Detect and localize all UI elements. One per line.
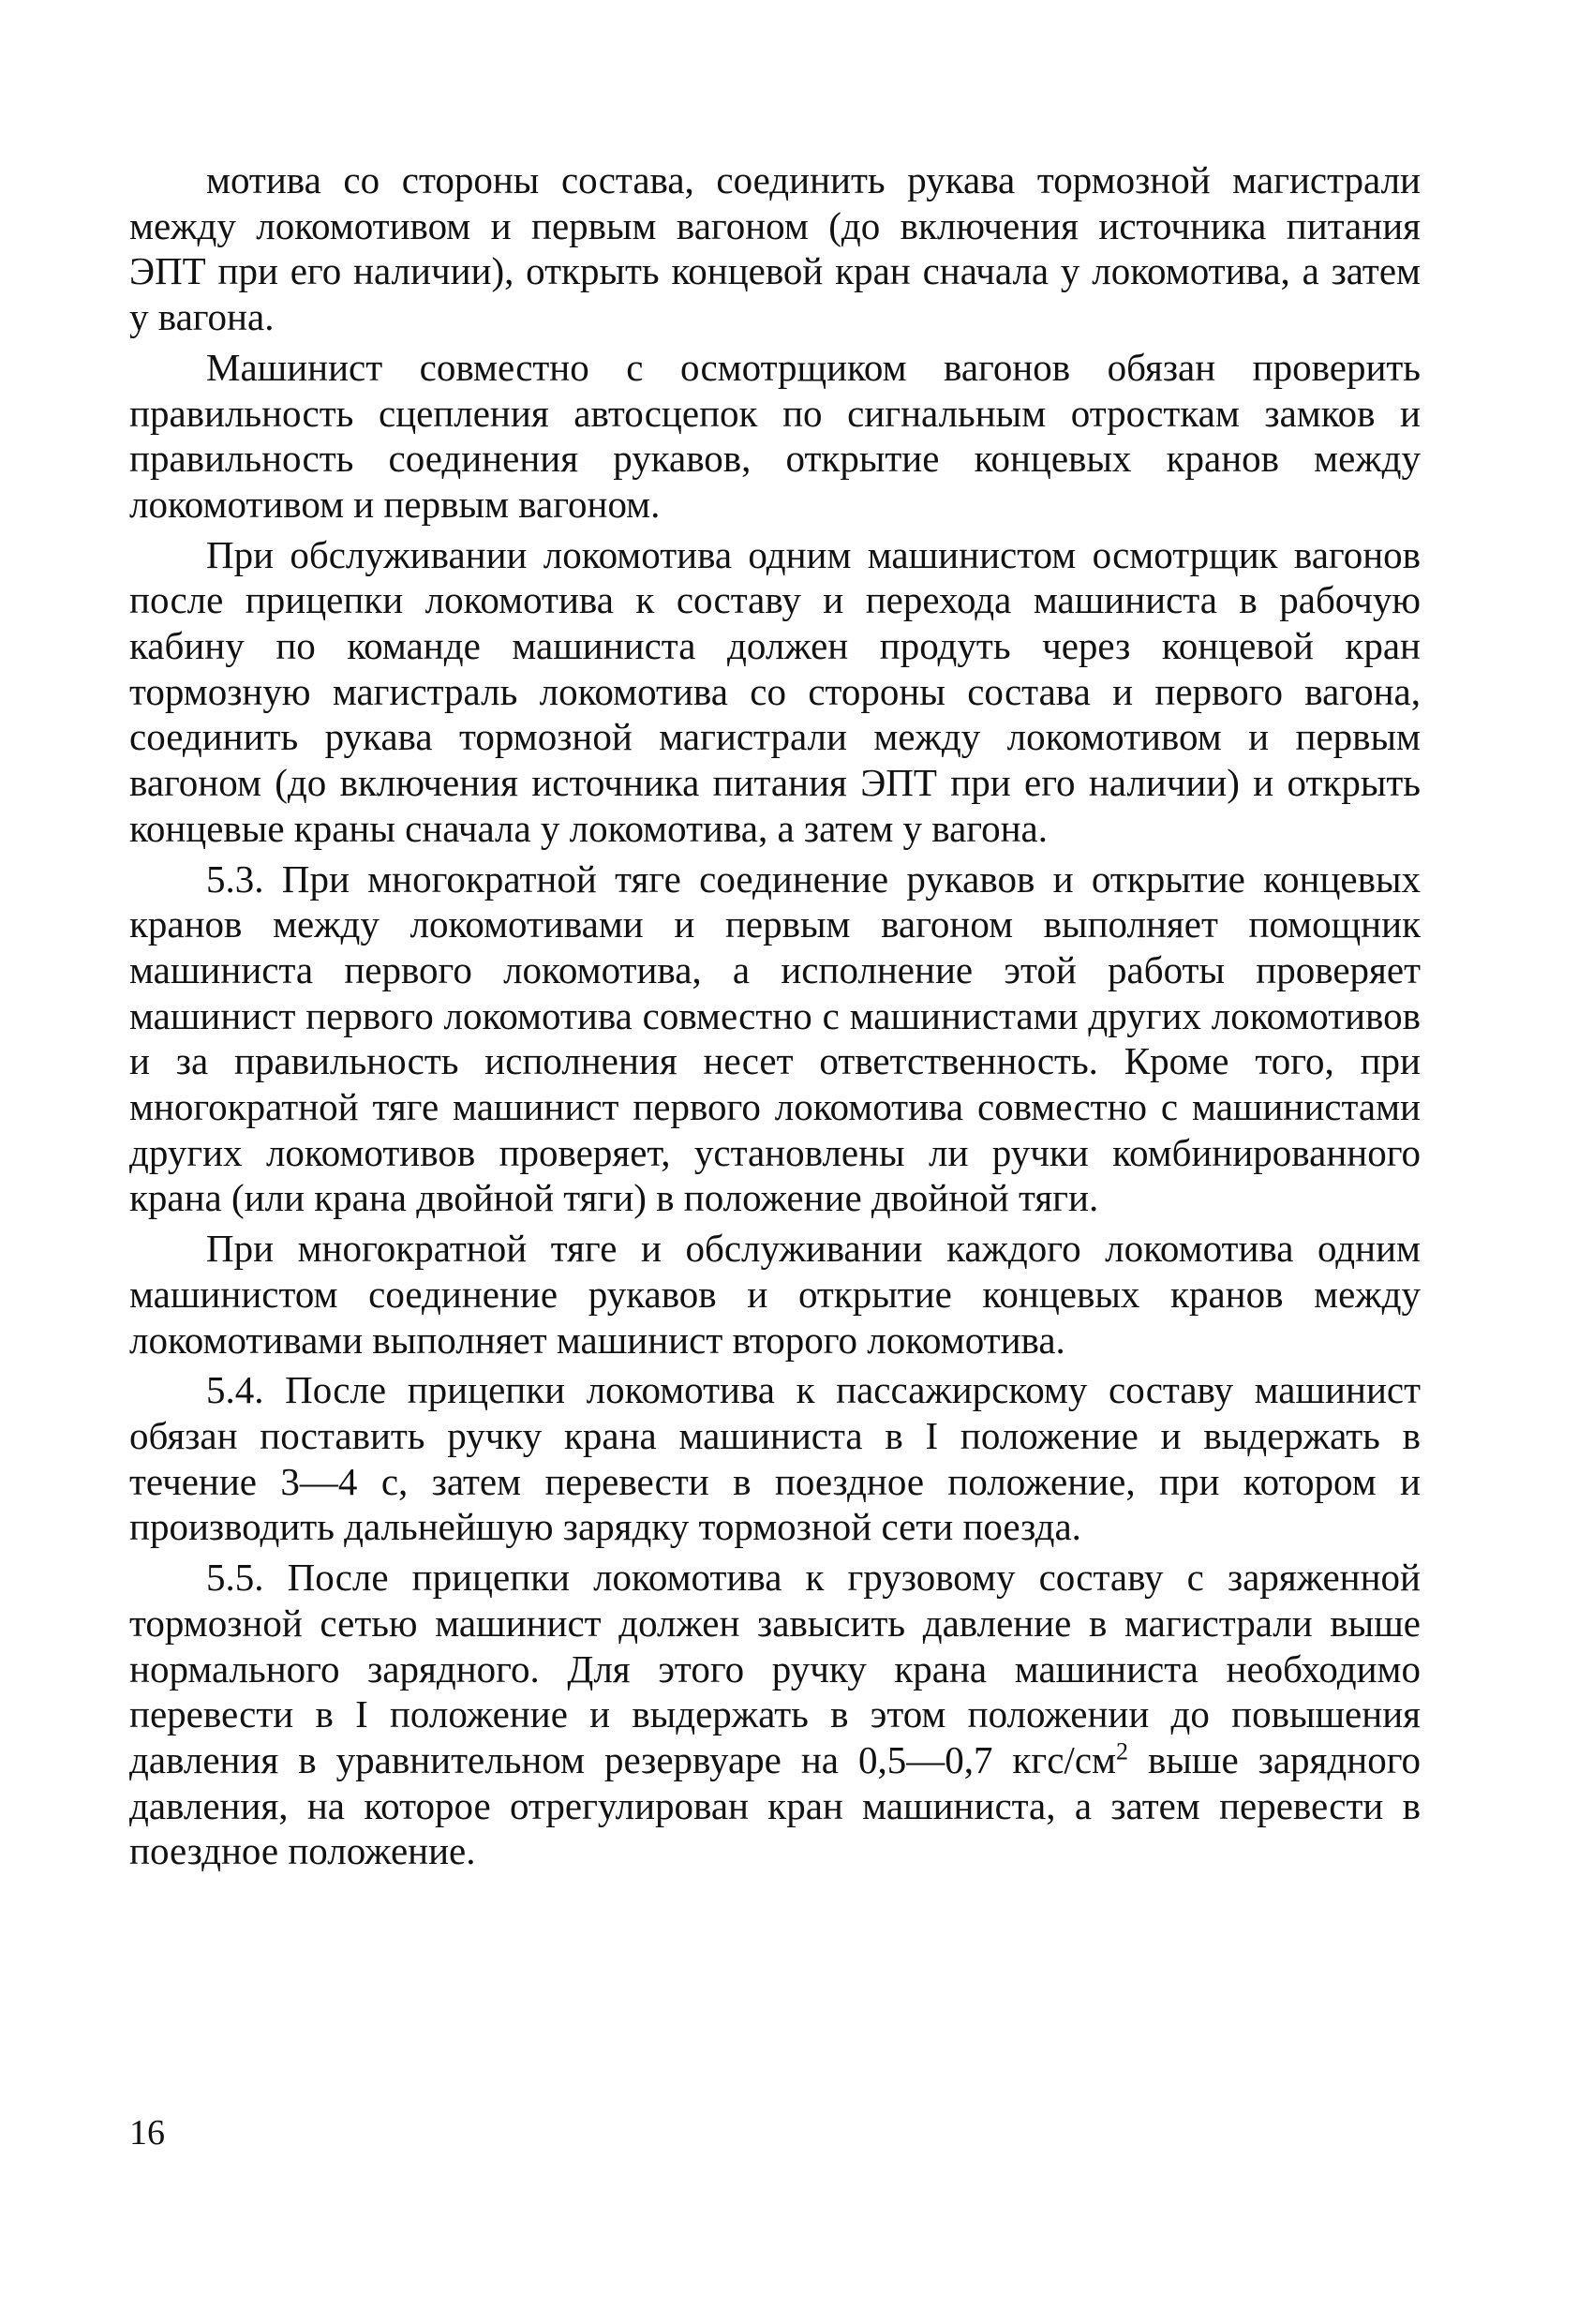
paragraph-1: мотива со стороны состава, соединить рукава тормозной магистрали между локомотивом и первым вагоном (до включения источника питания ЭПТ при его наличии), открыть концевой кран сначала у локомотива, а затем у вагона. [129, 158, 1421, 339]
paragraph-5-4: 5.4. После прицепки локомотива к пассажирскому составу машинист обязан поставить ручку крана машиниста в I положение и выдержать в течение 3—4 с, затем перевести в поездное положение, при котором и производить дальнейшую зарядку тормозной сети поезда. [129, 1368, 1421, 1549]
paragraph-5-3-continued: При многократной тяге и обслуживании каждого локомотива одним машинистом соединение рукавов и открытие концевых кранов между локомотивами выполняет машинист второго локомотива. [129, 1227, 1421, 1362]
page-number: 16 [129, 2113, 165, 2153]
unit-superscript: 2 [1115, 1737, 1128, 1765]
paragraph-5-5-text: 5.5. После прицепки локомотива к грузовому составу с заряженной тормозной сетью машинист должен завысить давление в магистрали выше нормального зарядного. Для этого ручку крана машиниста необходимо перевести в I положение и выдержать в этом положении до повышения давления в уравнительном резервуаре на 0,5—0,7 кгс/см [129, 1556, 1421, 1781]
paragraph-5-5-text-end: выше зарядного давления, на которое отрегулирован кран машиниста, а затем перевести в поездное положение. [129, 1737, 1421, 1873]
paragraph-5-5 [129, 1555, 1421, 1874]
paragraph-3: При обслуживании локомотива одним машинистом осмотрщик вагонов после прицепки локомотива к составу и перехода машиниста в рабочую кабину по команде машиниста должен продуть через концевой кран тормозную магистраль локомотива со стороны состава и первого вагона, соединить рукава тормозной магистрали между локомотивом и первым вагоном (до включения источника питания ЭПТ при его наличии) и открыть концевые краны сначала у локомотива, а затем у вагона. [129, 532, 1421, 850]
body-text [129, 157, 1421, 1879]
paragraph-2: Машинист совместно с осмотрщиком вагонов обязан проверить правильность сцепления автосцепок по сигнальным отросткам замков и правильность соединения рукавов, открытие концевых кранов между локомотивом и первым вагоном. [129, 345, 1421, 526]
paragraph-5-3: 5.3. При многократной тяге соединение рукавов и открытие концевых кранов между локомотивами и первым вагоном выполняет помощник машиниста первого локомотива, а исполнение этой работы проверяет машинист первого локомотива совместно с машинистами других локомотивов и за правильность исполнения несет ответственность. Кроме того, при многократной тяге машинист первого локомотива совместно с машинистами других локомотивов проверяет, установлены ли ручки комбинированного крана (или крана двойной тяги) в положение двойной тяги. [129, 857, 1421, 1220]
